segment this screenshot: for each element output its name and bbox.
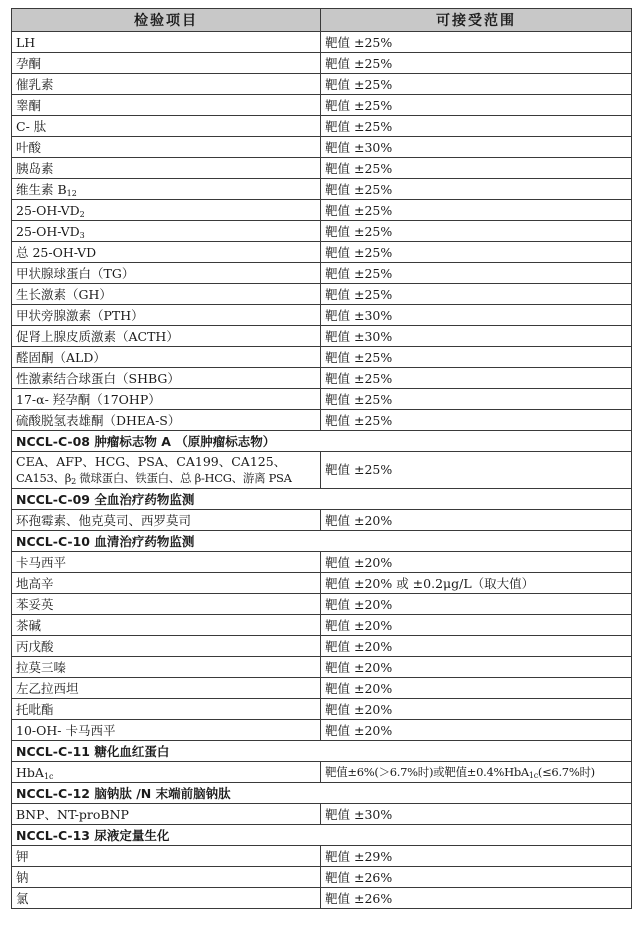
range-cell: 靶值 ±25% (321, 74, 632, 95)
item-cell: 甲状腺球蛋白（TG） (12, 263, 321, 284)
range-cell: 靶值 ±20% (321, 552, 632, 573)
table-row (12, 32, 632, 53)
item-cell: 茶碱 (12, 615, 321, 636)
table-row (12, 305, 632, 326)
section-title: NCCL-C-12 脑钠肽 /N 末端前脑钠肽 (12, 783, 632, 804)
section-header-c09 (12, 489, 632, 510)
range-cell: 靶值 ±20% (321, 594, 632, 615)
item-cell: 卡马西平 (12, 552, 321, 573)
item-cell: 17-α- 羟孕酮（17OHP） (12, 389, 321, 410)
header-item: 检验项目 (12, 9, 321, 32)
table-row (12, 594, 632, 615)
range-cell: 靶值 ±25% (321, 242, 632, 263)
item-cell: 叶酸 (12, 137, 321, 158)
item-line-2a: CA153、β (16, 471, 72, 485)
table-row (12, 137, 632, 158)
range-cell: 靶值 ±25% (321, 179, 632, 200)
range-cell: 靶值 ±25% (321, 95, 632, 116)
item-cell: 氯 (12, 888, 321, 909)
section-header-c08 (12, 431, 632, 452)
table-row (12, 410, 632, 431)
range-cell: 靶值 ±25% (321, 263, 632, 284)
table-row (12, 867, 632, 888)
header-range: 可接受范围 (321, 9, 632, 32)
acceptable-range-table (11, 8, 632, 909)
range-cell: 靶值 ±25% (321, 53, 632, 74)
item-cell: 胰岛素 (12, 158, 321, 179)
table-row (12, 200, 632, 221)
range-cell: 靶值 ±25% (321, 368, 632, 389)
item-line-1: CEA、AFP、HCG、PSA、CA199、CA125、 (16, 454, 287, 469)
table-row (12, 95, 632, 116)
item-subscript: 1c (43, 771, 54, 781)
table-row (12, 762, 632, 783)
item-subscript: 3 (79, 230, 85, 240)
table-row (12, 347, 632, 368)
item-cell: 托吡酯 (12, 699, 321, 720)
range-cell: 靶值 ±25% (321, 200, 632, 221)
range-cell: 靶值 ±20% (321, 615, 632, 636)
item-text: 25-OH-VD (16, 202, 80, 218)
table-row (12, 179, 632, 200)
item-cell: 睾酮 (12, 95, 321, 116)
range-text-b: (≤6.7%时) (537, 765, 595, 779)
table-row (12, 284, 632, 305)
range-cell: 靶值 ±25% (321, 116, 632, 137)
table-row (12, 846, 632, 867)
section-title: NCCL-C-08 肿瘤标志物 A （原肿瘤标志物） (12, 431, 632, 452)
table-row (12, 326, 632, 347)
item-cell: 甲状旁腺激素（PTH） (12, 305, 321, 326)
item-cell: 丙戊酸 (12, 636, 321, 657)
item-cell: 促肾上腺皮质激素（ACTH） (12, 326, 321, 347)
table-row (12, 53, 632, 74)
table-header-row (12, 9, 632, 32)
item-cell: 左乙拉西坦 (12, 678, 321, 699)
range-cell: 靶值 ±20% (321, 699, 632, 720)
table-row (12, 158, 632, 179)
section-header-c12 (12, 783, 632, 804)
range-cell: 靶值 ±25% (321, 347, 632, 368)
section-header-c11 (12, 741, 632, 762)
item-cell (12, 762, 321, 783)
item-line-2b: 微球蛋白、铁蛋白、总 β-HCG、游离 PSA (75, 471, 292, 485)
range-cell: 靶值 ±20% (321, 636, 632, 657)
table-row (12, 452, 632, 489)
range-text-a: 靶值±6%(＞6.7%时)或靶值±0.4%HbA (325, 765, 529, 779)
range-cell: 靶值 ±29% (321, 846, 632, 867)
item-cell: 总 25-OH-VD (12, 242, 321, 263)
section-title: NCCL-C-13 尿液定量生化 (12, 825, 632, 846)
table-row (12, 263, 632, 284)
section-header-c10 (12, 531, 632, 552)
range-cell: 靶值 ±25% (321, 32, 632, 53)
range-subscript: 1c (528, 771, 538, 780)
range-cell: 靶值 ±20% (321, 678, 632, 699)
table-row (12, 615, 632, 636)
item-cell: BNP、NT-proBNP (12, 804, 321, 825)
item-cell (12, 200, 321, 221)
table-row (12, 720, 632, 741)
section-header-c13 (12, 825, 632, 846)
range-cell: 靶值 ±25% (321, 284, 632, 305)
item-cell: 拉莫三嗪 (12, 657, 321, 678)
range-cell: 靶值 ±20% (321, 657, 632, 678)
item-cell: 生长激素（GH） (12, 284, 321, 305)
item-cell: 10-OH- 卡马西平 (12, 720, 321, 741)
table-row (12, 552, 632, 573)
item-subscript: 2 (71, 477, 76, 486)
item-line-2 (16, 471, 292, 485)
table-row (12, 636, 632, 657)
table-row (12, 573, 632, 594)
item-cell: 地高辛 (12, 573, 321, 594)
item-cell (12, 179, 321, 200)
range-cell: 靶值 ±30% (321, 326, 632, 347)
table-row (12, 116, 632, 137)
range-cell: 靶值 ±25% (321, 221, 632, 242)
table-row (12, 74, 632, 95)
item-cell: 催乳素 (12, 74, 321, 95)
item-cell: 硫酸脱氢表雄酮（DHEA-S） (12, 410, 321, 431)
range-cell: 靶值 ±26% (321, 888, 632, 909)
item-cell: 性激素结合球蛋白（SHBG） (12, 368, 321, 389)
item-cell (12, 452, 321, 489)
table-row (12, 389, 632, 410)
range-cell: 靶值 ±25% (321, 410, 632, 431)
item-subscript: 12 (66, 189, 77, 198)
item-cell (12, 221, 321, 242)
item-text: 25-OH-VD (16, 223, 80, 239)
table-row (12, 699, 632, 720)
table-row (12, 657, 632, 678)
table-row (12, 804, 632, 825)
range-cell: 靶值 ±25% (321, 389, 632, 410)
range-cell: 靶值 ±20% (321, 510, 632, 531)
table-row (12, 368, 632, 389)
table-row (12, 242, 632, 263)
item-cell: C- 肽 (12, 116, 321, 137)
item-cell: 孕酮 (12, 53, 321, 74)
section-title: NCCL-C-09 全血治疗药物监测 (12, 489, 632, 510)
table-row (12, 888, 632, 909)
range-cell: 靶值 ±30% (321, 305, 632, 326)
item-text: HbA (16, 764, 44, 780)
section-title: NCCL-C-11 糖化血红蛋白 (12, 741, 632, 762)
range-cell (321, 762, 632, 783)
range-cell: 靶值 ±25% (321, 158, 632, 179)
section-title: NCCL-C-10 血清治疗药物监测 (12, 531, 632, 552)
table-row (12, 678, 632, 699)
item-cell: 钠 (12, 867, 321, 888)
range-cell: 靶值 ±25% (321, 452, 632, 489)
item-cell: 钾 (12, 846, 321, 867)
range-cell: 靶值 ±26% (321, 867, 632, 888)
range-cell: 靶值 ±20% (321, 720, 632, 741)
table-row (12, 510, 632, 531)
range-cell: 靶值 ±30% (321, 137, 632, 158)
range-cell: 靶值 ±20% 或 ±0.2μg/L（取大值） (321, 573, 632, 594)
item-cell: 苯妥英 (12, 594, 321, 615)
table-row (12, 221, 632, 242)
item-subscript: 2 (79, 209, 85, 219)
item-cell: LH (12, 32, 321, 53)
item-text: 维生素 B (16, 182, 67, 197)
item-cell: 醛固酮（ALD） (12, 347, 321, 368)
range-cell: 靶值 ±30% (321, 804, 632, 825)
item-cell: 环孢霉素、他克莫司、西罗莫司 (12, 510, 321, 531)
